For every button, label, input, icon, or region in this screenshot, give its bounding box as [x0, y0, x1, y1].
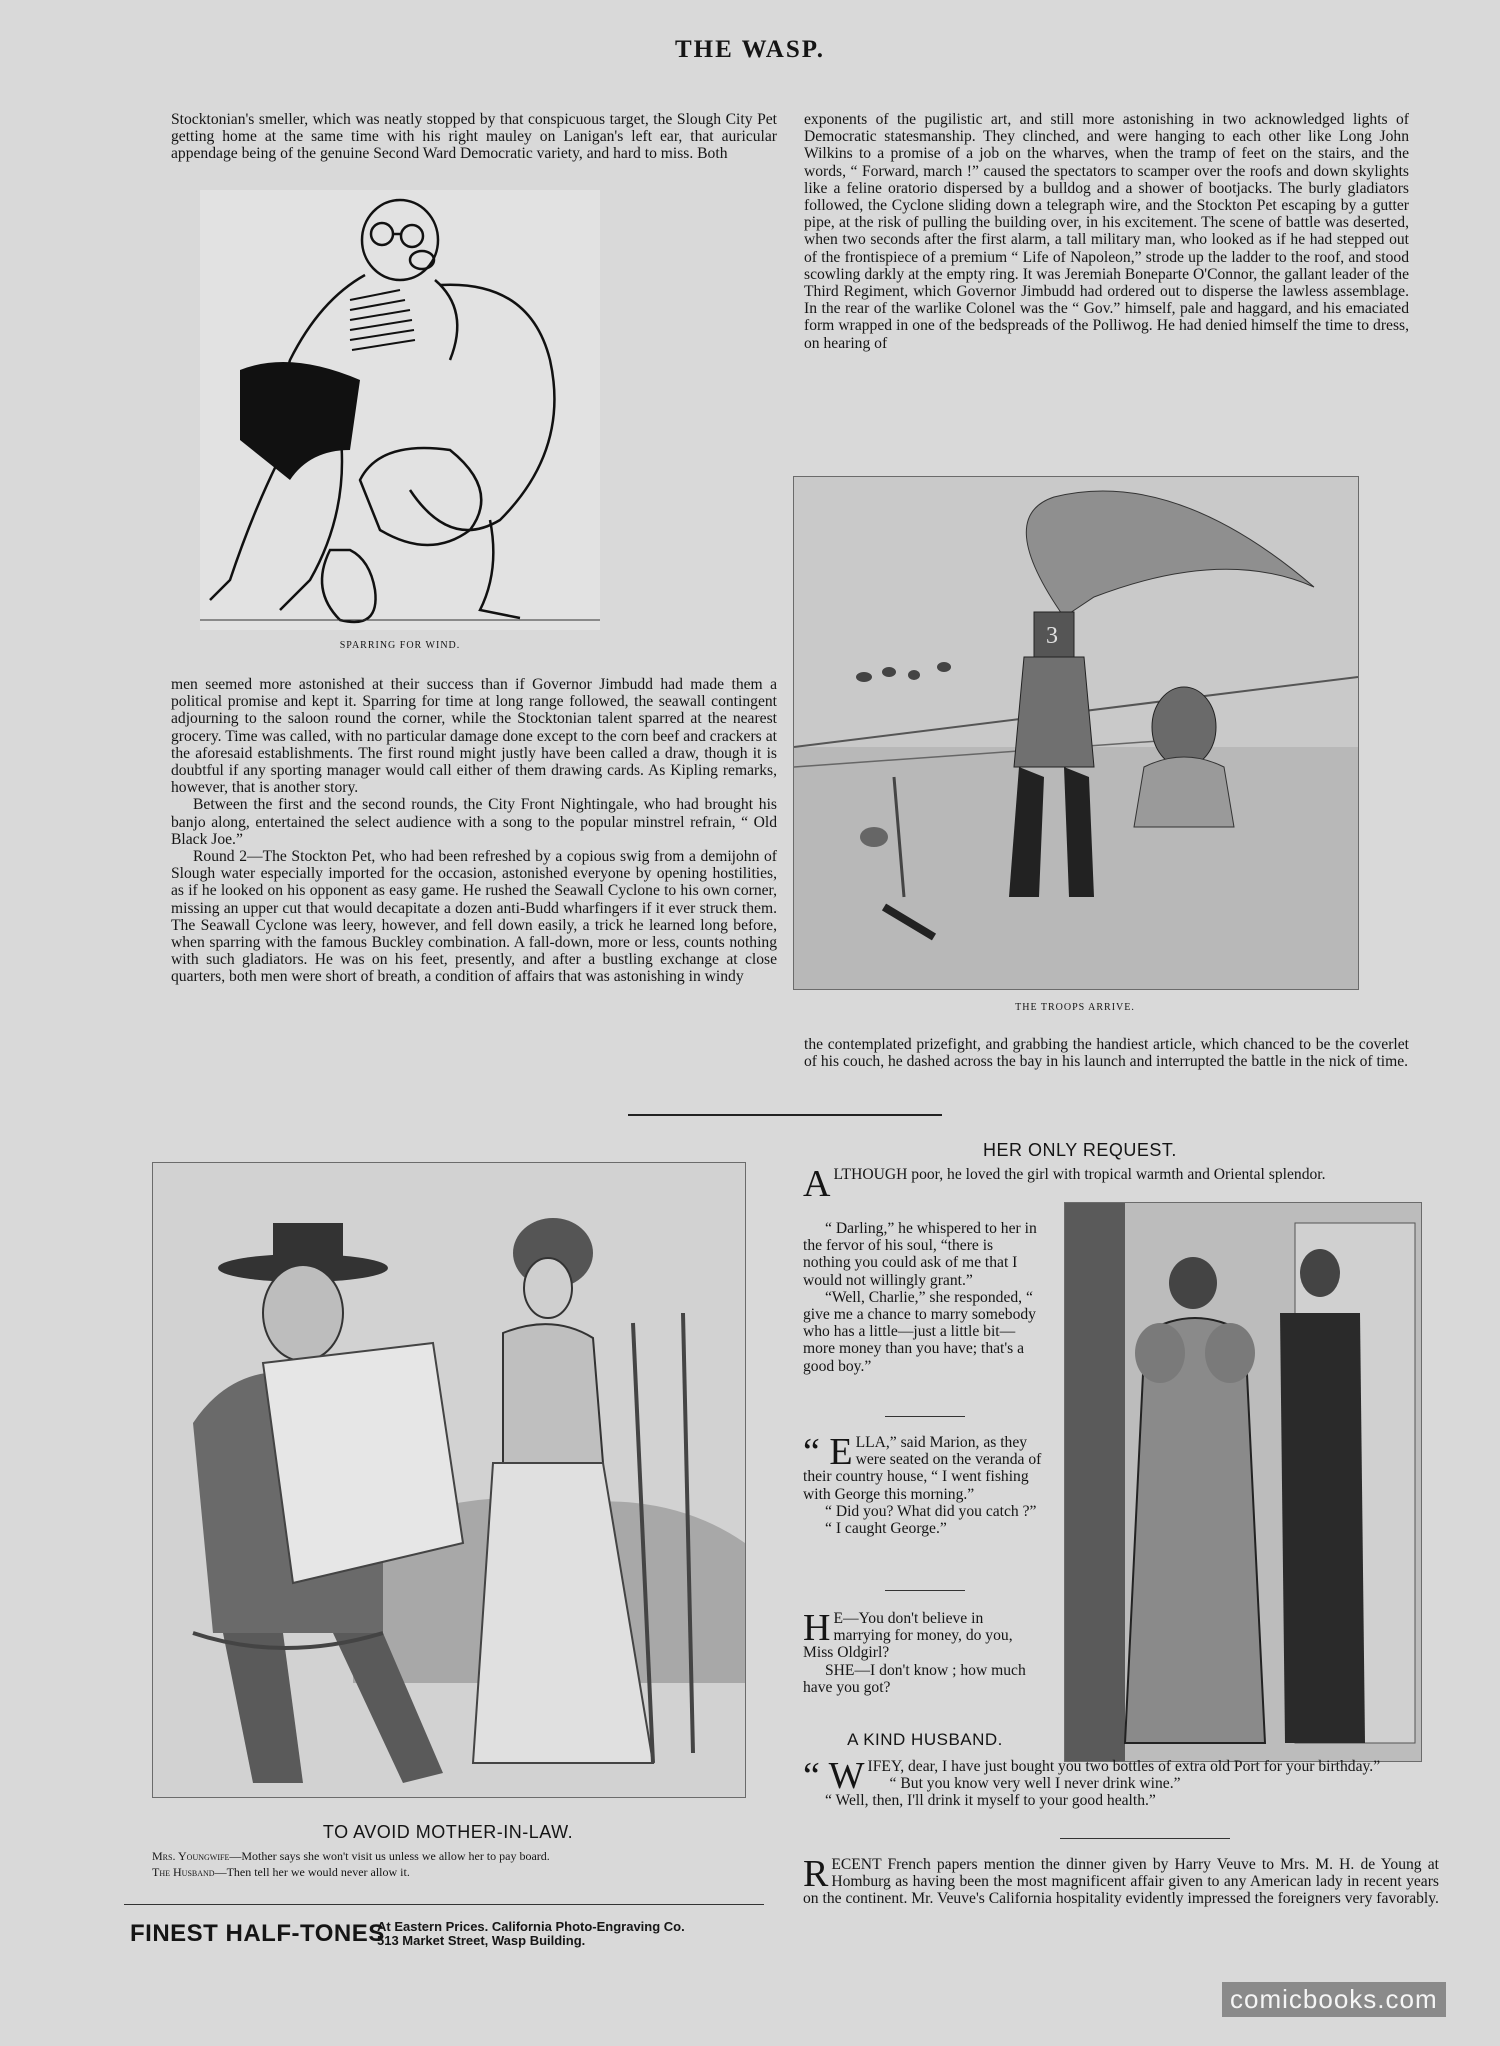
dialog-text: —Mother says she won't visit us unless we allow her to pay board.	[229, 1849, 550, 1863]
dialog-line	[152, 1848, 772, 1864]
story-divider	[885, 1590, 965, 1591]
request-story-cont	[803, 1220, 1043, 1375]
advertisement	[130, 1914, 770, 1964]
helmet-number: 3	[1046, 623, 1058, 649]
paragraph-text: E—You don't believe in marrying for money, do you, Miss Oldgirl?	[803, 1610, 1013, 1662]
illustration-request	[1064, 1202, 1422, 1762]
ad-line: At Eastern Prices. California Photo-Engraving Co.	[377, 1919, 685, 1934]
husband-heading: A KIND HUSBAND.	[847, 1730, 1003, 1749]
paragraph: “Well, Charlie,” she responded, “ give me a chance to marry somebody who has a little—just a little bit—more money than you have; that's a good boy.”	[803, 1288, 1036, 1375]
boxer-drawing	[200, 190, 600, 630]
troops-scene	[794, 477, 1358, 989]
paragraph: Stocktonian's smeller, which was neatly stopped by that conspicuous target, the Slough City Pet getting home at the same time with his right mauley on Lanigan's left ear, that auricular appendage being of the genuine Second Ward Democratic variety, and hard to miss. Both	[171, 111, 777, 163]
speaker: The Husband	[152, 1865, 215, 1879]
ad-headline: FINEST HALF-TONES	[130, 1920, 385, 1947]
couple-drawing	[153, 1163, 745, 1797]
paragraph: “ Darling,” he whispered to her in the fervor of his soul, “there is nothing you could ask of me that I would not willingly grant.”	[803, 1220, 1037, 1289]
ella-story	[803, 1431, 1043, 1538]
drop-cap: “ E	[803, 1431, 853, 1473]
story-divider	[1060, 1838, 1230, 1839]
section-divider	[628, 1114, 942, 1116]
masthead: THE WASP.	[674, 36, 825, 63]
paragraph	[803, 1163, 1403, 1205]
paragraph-text: LLA,” said Marion, as they were seated on the veranda of their country house, “ I went fishing with George this morning.”	[803, 1434, 1042, 1503]
cartoon-sparring-for-wind	[200, 190, 600, 630]
ad-details	[377, 1920, 777, 1948]
recent-story	[803, 1853, 1439, 1908]
illustration-troops-arrive	[793, 476, 1359, 990]
drop-cap: A	[803, 1163, 831, 1205]
dialog-line	[152, 1864, 772, 1880]
story-divider	[885, 1416, 965, 1417]
paragraph: Round 2—The Stockton Pet, who had been refreshed by a copious swig from a demijohn of Slough water especially imported for the occasion, astonished everyone by opening hostilities, as if he looked on his opponent as easy game. He rushed the Seawall Cyclone to his own corner, missing an upper cut that would decapitate a dozen anti-Budd wharfingers if it ever struck them. The Seawall Cyclone was leery, however, and fell down easily, a trick he learned long before, when sparring with the famous Buckley combination. A fall-down, more or less, counts nothing with such gladiators. He was on his feet, presently, and after a bustling exchange at close quarters, both men were short of breath, a condition of affairs that was astonishing in windy	[171, 848, 777, 986]
caption-sparring-for-wind: SPARRING FOR WIND.	[339, 640, 461, 651]
couple-interior	[1065, 1203, 1421, 1761]
caption-troops-arrive: THE TROOPS ARRIVE.	[1015, 1002, 1135, 1013]
left-column-top	[171, 111, 777, 163]
paragraph: “ I caught George.”	[825, 1520, 947, 1538]
paragraph: exponents of the pugilistic art, and still more astonishing in two acknowledged lights of Democratic statesmanship. They clinched, and were hanging to each other like Long John Wilkins to a promise of a job on the wharves, when the tramp of feet on the stairs, and the words, “ Forward, march !” caused the spectators to scamper over the roofs and down skylights like a feline oratorio dispersed by a bulldog and a shower of bootjacks. The burly gladiators followed, the Cyclone sliding down a telegraph wire, and the Stockton Pet escaping by a gutter pipe, at the risk of pulling the building over, in his excitement. The scene of battle was deserted, when two seconds after the first alarm, a tall military man, who looked as if he had stepped out of the frontispiece of a premium “ Life of Napoleon,” strode up the ladder to the roof, and stood scowling darkly at the empty ring. It was Jeremiah Boneparte O'Connor, the gallant leader of the Third Regiment, which Governor Jimbudd had ordered out to disperse the lawless assemblage. In the rear of the warlike Colonel was the “ Gov.” himself, pale and haggard, and his emaciated form wrapped in one of the bedspreads of the Polliwog. He had denied himself the time to dress, on hearing of	[804, 111, 1409, 352]
ad-line: 513 Market Street, Wasp Building.	[377, 1933, 586, 1948]
paragraph: “ Did you? What did you catch ?”	[825, 1502, 1037, 1520]
mother-in-law-title: TO AVOID MOTHER-IN-LAW.	[322, 1822, 574, 1842]
dialog-text: —Then tell her we would never allow it.	[214, 1865, 410, 1879]
illustration-mother-in-law	[152, 1162, 746, 1798]
speaker: Mrs. Youngwife	[152, 1849, 230, 1863]
right-column-bottom	[804, 1036, 1409, 1070]
drop-cap: “ W	[803, 1755, 865, 1797]
mother-in-law-dialog	[152, 1848, 772, 1880]
husband-story	[803, 1755, 1403, 1810]
paragraph: the contemplated prizefight, and grabbing the handiest article, which chanced to be the coverlet of his couch, he dashed across the bay in his launch and interrupted the battle in the nick of time.	[804, 1036, 1409, 1071]
drop-cap: H	[803, 1607, 831, 1649]
left-column-bottom	[171, 676, 777, 986]
paragraph: SHE—I don't know ; how much have you got?	[803, 1661, 1026, 1696]
paragraph: “ Well, then, I'll drink it myself to your good health.”	[825, 1792, 1156, 1810]
paragraph-text: LTHOUGH poor, he loved the girl with tropical warmth and Oriental splendor.	[833, 1166, 1326, 1183]
ad-divider	[124, 1904, 764, 1905]
paragraph: “ But you know very well I never drink wine.”	[889, 1775, 1181, 1793]
paragraph	[803, 1853, 1439, 1908]
paragraph	[803, 1607, 1043, 1662]
drop-cap: R	[803, 1853, 829, 1895]
paragraph-text: ECENT French papers mention the dinner given by Harry Veuve to Mrs. M. H. de Young at Homburg as having been the most magnificent affair given to any American lady in recent years on the continent. Mr. Veuve's California hospitality evidently impressed the foreigners very favorably.	[803, 1856, 1439, 1908]
paragraph	[803, 1431, 1043, 1503]
request-story	[803, 1163, 1403, 1205]
right-column-top	[804, 111, 1409, 352]
paragraph-text: IFEY, dear, I have just bought you two bottles of extra old Port for your birthday.”	[867, 1758, 1381, 1775]
oldgirl-story	[803, 1607, 1043, 1696]
request-heading: HER ONLY REQUEST.	[983, 1140, 1177, 1160]
watermark-logo: comicbooks.com	[1222, 1982, 1446, 2017]
paragraph: men seemed more astonished at their success than if Governor Jimbudd had made them a political promise and kept it. Sparring for time at long range followed, the seawall contingent adjourning to the saloon round the corner, while the Stocktonian talent sparred at the nearest grocery. Time was called, with no particular damage done except to the corn beef and crackers at the aforesaid establishments. The first round might justly have been called a draw, though it is doubtful if any sporting manager would call either of them drawing cards. As Kipling remarks, however, that is another story.	[171, 676, 777, 797]
paragraph: Between the first and the second rounds, the City Front Nightingale, who had brought his banjo along, entertained the select audience with a song to the popular minstrel refrain, “ Old Black Joe.”	[171, 796, 777, 848]
